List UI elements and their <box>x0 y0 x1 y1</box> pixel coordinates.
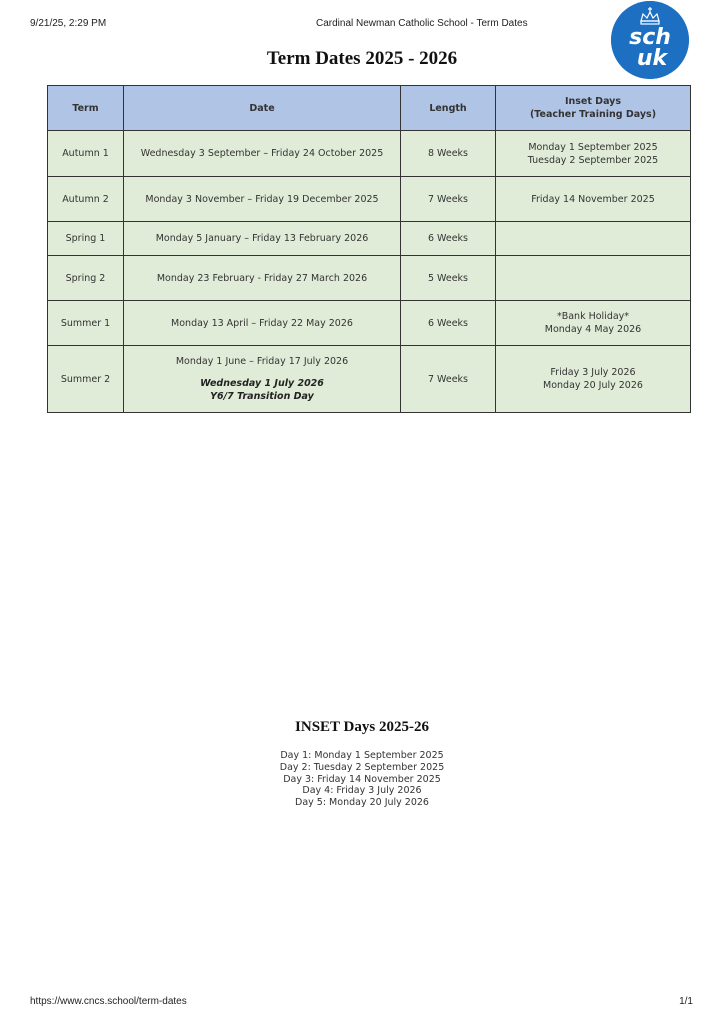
length-cell: 6 Weeks <box>401 301 496 346</box>
table-row <box>48 346 691 413</box>
table-header-row <box>48 86 691 131</box>
inset-list-item: Day 3: Friday 14 November 2025 <box>283 773 441 785</box>
inset-list-item: Day 2: Tuesday 2 September 2025 <box>279 761 445 773</box>
inset-day: Monday 20 July 2026 <box>543 380 643 391</box>
header-length: Length <box>401 86 496 131</box>
term-cell: Spring 2 <box>48 256 124 301</box>
transition-day-note <box>130 377 394 403</box>
date-cell: Wednesday 3 September – Friday 24 October 2025 <box>124 131 401 177</box>
inset-section-title: INSET Days 2025-26 <box>295 719 429 735</box>
inset-day: Monday 4 May 2026 <box>544 324 642 335</box>
length-cell: 6 Weeks <box>401 222 496 256</box>
header-inset-line2: (Teacher Training Days) <box>529 109 657 120</box>
page-title: Term Dates 2025 - 2026 <box>266 48 458 69</box>
term-cell: Summer 1 <box>48 301 124 346</box>
header-term: Term <box>48 86 124 131</box>
length-cell: 7 Weeks <box>401 346 496 413</box>
print-page-number: 1/1 <box>679 996 693 1007</box>
length-cell: 5 Weeks <box>401 256 496 301</box>
date-cell: Monday 5 January – Friday 13 February 2026 <box>124 222 401 256</box>
term-dates-table <box>47 85 691 413</box>
inset-list-item: Day 1: Monday 1 September 2025 <box>280 750 444 761</box>
table-row <box>48 222 691 256</box>
print-page-title: Cardinal Newman Catholic School - Term Dates <box>316 18 528 29</box>
svg-text:uk: uk <box>636 46 668 71</box>
inset-cell <box>496 301 691 346</box>
header-inset-days <box>496 86 691 131</box>
inset-cell <box>496 222 691 256</box>
header-inset-line1: Inset Days <box>564 96 622 107</box>
term-cell: Autumn 2 <box>48 177 124 222</box>
print-url: https://www.cncs.school/term-dates <box>30 996 187 1007</box>
length-cell: 8 Weeks <box>401 131 496 177</box>
transition-day-date: Wednesday 1 July 2026 <box>200 378 324 389</box>
inset-list-item: Day 5: Monday 20 July 2026 <box>295 797 429 809</box>
print-datetime: 9/21/25, 2:29 PM <box>30 18 107 29</box>
svg-text:sch: sch <box>629 25 671 50</box>
term-cell: Spring 1 <box>48 222 124 256</box>
inset-day: Monday 1 September 2025 <box>528 141 658 153</box>
date-cell: Monday 3 November – Friday 19 December 2025 <box>124 177 401 222</box>
date-cell: Monday 23 February - Friday 27 March 2026 <box>124 256 401 301</box>
term-cell: Summer 2 <box>48 346 124 413</box>
date-range: Monday 1 June – Friday 17 July 2026 <box>175 356 349 367</box>
inset-day: Friday 14 November 2025 <box>531 193 655 205</box>
date-cell: Monday 13 April – Friday 22 May 2026 <box>124 301 401 346</box>
bank-holiday-label: *Bank Holiday* <box>556 311 630 322</box>
inset-cell <box>496 131 691 177</box>
header-date: Date <box>124 86 401 131</box>
inset-cell <box>496 256 691 301</box>
inset-day: Tuesday 2 September 2025 <box>527 154 659 166</box>
inset-list-item: Day 4: Friday 3 July 2026 <box>302 785 422 797</box>
transition-day-label: Y6/7 Transition Day <box>210 391 314 402</box>
table-row <box>48 256 691 301</box>
date-cell <box>124 346 401 413</box>
length-cell: 7 Weeks <box>401 177 496 222</box>
table-row <box>48 301 691 346</box>
inset-cell <box>496 177 691 222</box>
inset-day: Friday 3 July 2026 <box>550 367 636 378</box>
table-row <box>48 177 691 222</box>
inset-cell <box>496 346 691 413</box>
inset-days-list <box>0 750 724 809</box>
term-cell: Autumn 1 <box>48 131 124 177</box>
table-row <box>48 131 691 177</box>
